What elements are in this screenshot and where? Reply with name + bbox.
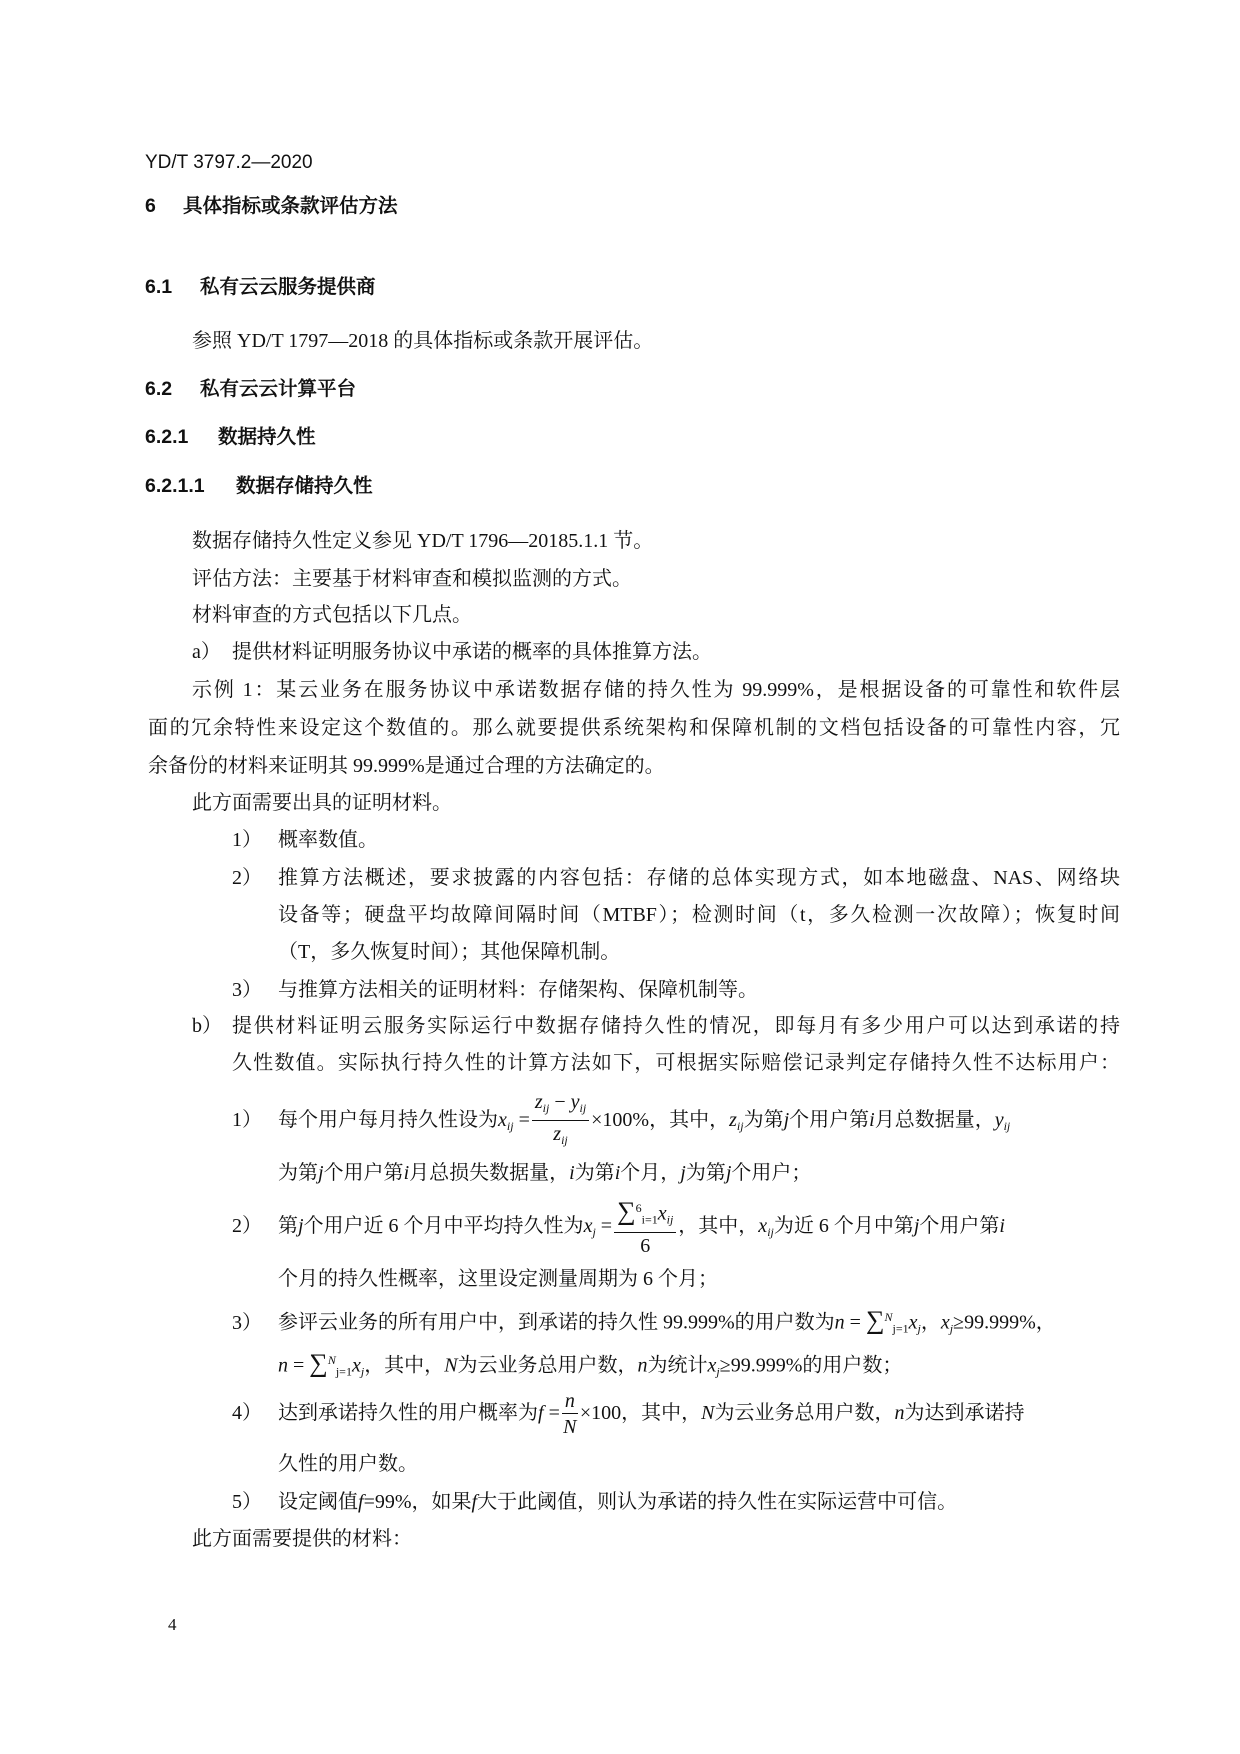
example-line: 示例 1：某云业务在服务协议中承诺数据存储的持久性为 99.999%，是根据设备的可靠性和软件层 (192, 679, 1120, 701)
list-item-5: 5） 设定阈值f=99%，如果f大于此阈值，则认为承诺的持久性在实际运营中可信。 (232, 1491, 958, 1513)
section-6-1-paragraph: 参照 YD/T 1797—2018 的具体指标或条款开展评估。 (192, 330, 654, 352)
paragraph: 此方面需要出具的证明材料。 (192, 792, 452, 814)
formula-item-3: 3） 参评云业务的所有用户中，到承诺的持久性 99.999%的用户数为$n = \sum^N_{j=1}x_j$，$x_j\ge 99.999\%$， (232, 1305, 1056, 1336)
formula-item-2-cont: 个月的持久性概率，这里设定测量周期为 6 个月； (278, 1268, 718, 1290)
fraction: $\frac{z_{ij} - y_{ij}}{z_{ij}}$ (532, 1090, 589, 1153)
formula-item-1-cont: 为第j个用户第i月总损失数据量，i为第i个月，j为第j个用户； (278, 1162, 812, 1184)
section-6-2-1-heading: 6.2.1 数据持久性 (145, 426, 316, 448)
section-6-2-1-1-heading: 6.2.1.1 数据存储持久性 (145, 475, 373, 497)
paragraph: 此方面需要提供的材料： (192, 1528, 412, 1550)
document-code-header: YD/T 3797.2—2020 (145, 152, 313, 173)
list-item-2-cont: （T，多久恢复时间）；其他保障机制。 (278, 941, 621, 963)
formula-item-4: 4） 达到承诺持久性的用户概率为f = $\frac{n}{N}$ ×100，其中，N为云业务总用户数，n为达到承诺持 (232, 1389, 1025, 1438)
section-6-1-heading: 6.1 私有云云服务提供商 (145, 276, 376, 298)
section-6-heading: 6 具体指标或条款评估方法 (145, 195, 398, 217)
list-item-1: 1） 概率数值。 (232, 829, 378, 851)
formula-item-3-cont: $n = \sum^N_{j=1}x_j$，其中，N为云业务总用户数，n为统计$x_j\ge 99.999\%$的用户数； (278, 1348, 903, 1379)
fraction: $\frac{\sum^6_{i=1}x_{ij}}{6}$ (614, 1196, 676, 1259)
list-item-3: 3） 与推算方法相关的证明材料：存储架构、保障机制等。 (232, 979, 758, 1001)
example-line: 余备份的材料来证明其 99.999%是通过合理的方法确定的。 (148, 755, 665, 777)
formula-item-4-cont: 久性的用户数。 (278, 1453, 418, 1475)
list-item-b-cont: 久性数值。实际执行持久性的计算方法如下，可根据实际赔偿记录判定存储持久性不达标用户： (232, 1052, 1120, 1074)
formula-item-2: 2） 第j个用户近 6 个月中平均持久性为$x_j$ = $\frac{\sum^6_{i=1}x_{ij}}{6}$ ，其中，$x_{ij}$为近 6 个月中第j个用户第i (232, 1196, 1005, 1257)
list-item-2-cont: 设备等；硬盘平均故障间隔时间（MTBF）；检测时间（t，多久检测一次故障）；恢复时间 (278, 904, 1120, 926)
paragraph: 评估方法：主要基于材料审查和模拟监测的方式。 (192, 568, 632, 590)
section-6-2-heading: 6.2 私有云云计算平台 (145, 378, 357, 400)
fraction: $\frac{n}{N}$ (563, 1389, 577, 1438)
list-item-b: b） 提供材料证明云服务实际运行中数据存储持久性的情况，即每月有多少用户可以达到承诺的持 (192, 1015, 1120, 1037)
list-item-a: a） 提供材料证明服务协议中承诺的概率的具体推算方法。 (192, 641, 712, 663)
page-number: 4 (168, 1615, 177, 1634)
list-item-2: 2） 推算方法概述，要求披露的内容包括：存储的总体实现方式，如本地磁盘、NAS、网络块 (232, 867, 1120, 889)
example-line: 面的冗余特性来设定这个数值的。那么就要提供系统架构和保障机制的文档包括设备的可靠性内容，冗 (148, 717, 1120, 739)
paragraph: 材料审查的方式包括以下几点。 (192, 604, 472, 626)
formula-item-1: 1） 每个用户每月持久性设为$x_{ij}$ = $\frac{z_{ij} - y_{ij}}{z_{ij}}$ ×100%，其中，$z_{ij}$为第j个用户第i月总数据量，$y_{ij}$ (232, 1090, 1010, 1156)
paragraph: 数据存储持久性定义参见 YD/T 1796—20185.1.1 节。 (192, 530, 654, 552)
